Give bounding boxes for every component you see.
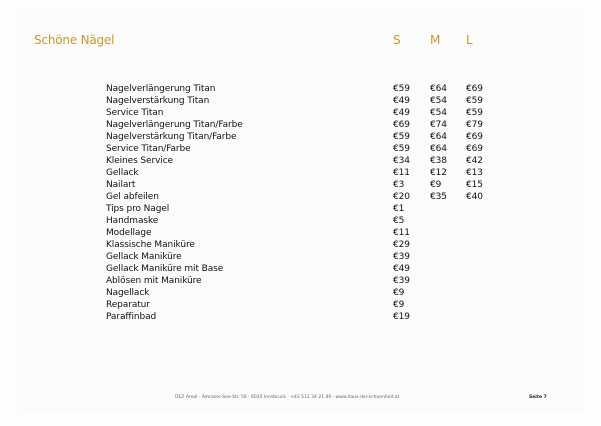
price-row bbox=[106, 239, 506, 251]
price-row bbox=[106, 119, 506, 131]
price-row bbox=[106, 251, 506, 263]
service-name: Klassische Maniküre bbox=[106, 240, 195, 250]
price-s: €49 bbox=[393, 96, 410, 106]
price-m: €64 bbox=[430, 144, 447, 154]
section-title: Schöne Nägel bbox=[34, 33, 115, 47]
price-s: €49 bbox=[393, 264, 410, 274]
price-row bbox=[106, 155, 506, 167]
price-s: €11 bbox=[393, 228, 410, 238]
service-name: Nagelverlängerung Titan bbox=[106, 84, 216, 94]
price-row bbox=[106, 95, 506, 107]
price-l: €13 bbox=[466, 168, 483, 178]
price-s: €19 bbox=[393, 312, 410, 322]
price-s: €59 bbox=[393, 144, 410, 154]
service-name: Ablösen mit Maniküre bbox=[106, 276, 202, 286]
price-row bbox=[106, 203, 506, 215]
price-row bbox=[106, 131, 506, 143]
price-s: €3 bbox=[393, 180, 405, 190]
service-name: Handmaske bbox=[106, 216, 159, 226]
price-s: €29 bbox=[393, 240, 410, 250]
price-l: €69 bbox=[466, 84, 483, 94]
service-name: Gellack Maniküre mit Base bbox=[106, 264, 224, 274]
price-m: €12 bbox=[430, 168, 447, 178]
price-m: €54 bbox=[430, 108, 447, 118]
price-l: €59 bbox=[466, 108, 483, 118]
price-l: €40 bbox=[466, 192, 483, 202]
price-l: €69 bbox=[466, 144, 483, 154]
service-name: Nailart bbox=[106, 180, 136, 190]
price-s: €39 bbox=[393, 252, 410, 262]
price-m: €74 bbox=[430, 120, 447, 130]
price-m: €54 bbox=[430, 96, 447, 106]
price-row bbox=[106, 299, 506, 311]
price-s: €9 bbox=[393, 288, 405, 298]
service-name: Gellack Maniküre bbox=[106, 252, 182, 262]
price-row bbox=[106, 191, 506, 203]
service-name: Gel abfeilen bbox=[106, 192, 159, 202]
price-s: €59 bbox=[393, 132, 410, 142]
service-name: Nagellack bbox=[106, 288, 150, 298]
service-name: Nagelverlängerung Titan/Farbe bbox=[106, 120, 243, 130]
service-name: Reparatur bbox=[106, 300, 150, 310]
price-row bbox=[106, 179, 506, 191]
price-l: €15 bbox=[466, 180, 483, 190]
price-s: €5 bbox=[393, 216, 405, 226]
service-name: Tips pro Nagel bbox=[106, 204, 170, 214]
price-row bbox=[106, 275, 506, 287]
price-m: €38 bbox=[430, 156, 447, 166]
price-l: €79 bbox=[466, 120, 483, 130]
price-row bbox=[106, 143, 506, 155]
service-name: Kleines Service bbox=[106, 156, 173, 166]
footer-address: DEZ Areal · Amraser-See-Str. 56 · 6020 Innsbruck · +43 512 34 21 49 · www.haus-der-schoenheit.at bbox=[175, 395, 400, 400]
service-name: Nagelverstärkung Titan/Farbe bbox=[106, 132, 237, 142]
price-row bbox=[106, 167, 506, 179]
service-name: Modellage bbox=[106, 228, 152, 238]
service-name: Nagelverstärkung Titan bbox=[106, 96, 210, 106]
price-table bbox=[106, 83, 506, 323]
size-m-header: M bbox=[430, 33, 441, 47]
price-s: €34 bbox=[393, 156, 410, 166]
price-m: €9 bbox=[430, 180, 442, 190]
price-l: €69 bbox=[466, 132, 483, 142]
price-s: €20 bbox=[393, 192, 410, 202]
price-s: €1 bbox=[393, 204, 405, 214]
service-name: Service Titan/Farbe bbox=[106, 144, 191, 154]
price-l: €59 bbox=[466, 96, 483, 106]
service-name: Service Titan bbox=[106, 108, 164, 118]
size-s-header: S bbox=[393, 33, 401, 47]
price-m: €64 bbox=[430, 84, 447, 94]
price-s: €69 bbox=[393, 120, 410, 130]
price-l: €42 bbox=[466, 156, 483, 166]
price-s: €9 bbox=[393, 300, 405, 310]
price-row bbox=[106, 287, 506, 299]
price-row bbox=[106, 227, 506, 239]
price-s: €49 bbox=[393, 108, 410, 118]
price-row bbox=[106, 263, 506, 275]
price-m: €64 bbox=[430, 132, 447, 142]
service-name: Gellack bbox=[106, 168, 139, 178]
price-s: €59 bbox=[393, 84, 410, 94]
price-row bbox=[106, 107, 506, 119]
price-s: €11 bbox=[393, 168, 410, 178]
price-row bbox=[106, 311, 506, 323]
size-l-header: L bbox=[466, 33, 473, 47]
price-s: €39 bbox=[393, 276, 410, 286]
page-number: Seite 7 bbox=[529, 395, 547, 400]
price-m: €35 bbox=[430, 192, 447, 202]
price-row bbox=[106, 215, 506, 227]
service-name: Paraffinbad bbox=[106, 312, 157, 322]
price-row bbox=[106, 83, 506, 95]
